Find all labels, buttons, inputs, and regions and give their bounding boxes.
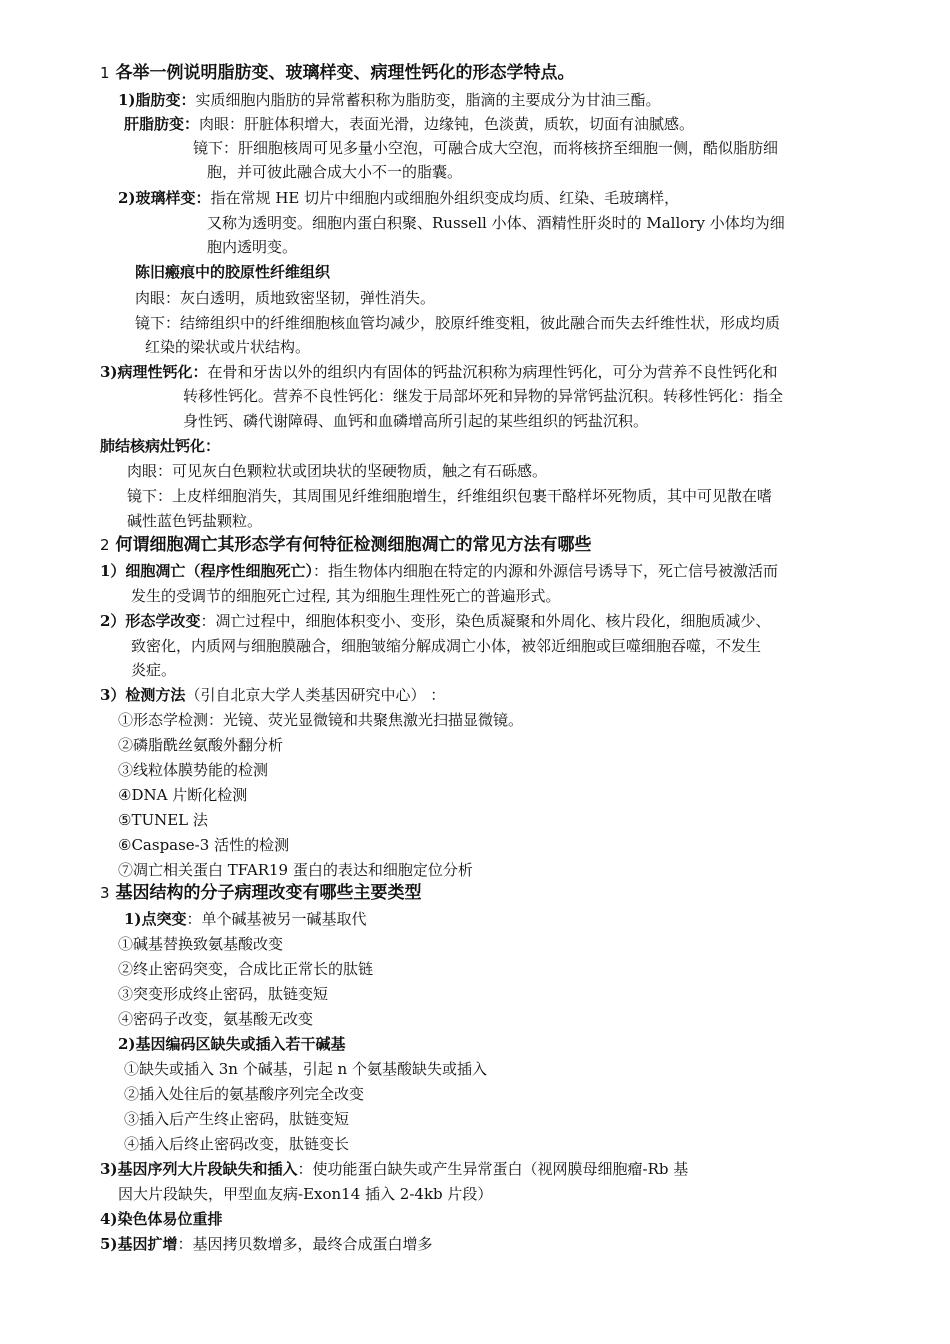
subheading: 陈旧瘢痕中的胶原性纤维组织 xyxy=(135,263,331,281)
text-line: 胞，并可彼此融合成大小不一的脂囊。 xyxy=(207,163,463,181)
paragraph xyxy=(100,684,445,706)
section-1-heading xyxy=(100,62,574,84)
text: ：基因拷贝数增多，最终合成蛋白增多 xyxy=(177,1235,433,1253)
text-line: 肉眼：可见灰白色颗粒状或团块状的坚硬物质，触之有石砾感。 xyxy=(127,462,548,480)
text-line: 碱性蓝色钙盐颗粒。 xyxy=(127,512,263,530)
paragraph xyxy=(118,89,661,111)
subheading: 4)染色体易位重排 xyxy=(100,1210,223,1228)
text: ：凋亡过程中，细胞体积变小、变形，染色质凝聚和外周化、核片段化，细胞质减少、 xyxy=(200,612,771,630)
text-line: 镜下：上皮样细胞消失，其周围见纤维细胞增生，纤维组织包裹干酪样坏死物质，其中可见散在嗜 xyxy=(127,487,773,505)
list-item: ⑤TUNEL 法 xyxy=(118,811,208,829)
text: 肉眼：肝脏体积增大，表面光滑，边缘钝，色淡黄，质软，切面有油腻感。 xyxy=(199,115,695,133)
list-item: ①形态学检测：光镜、荧光显微镜和共聚焦激光扫描显微镜。 xyxy=(118,711,524,729)
paragraph xyxy=(100,1233,433,1255)
list-item: ③插入后产生终止密码，肽链变短 xyxy=(124,1110,350,1128)
text: ：使功能蛋白缺失或产生异常蛋白（视网膜母细胞瘤-Rb 基 xyxy=(297,1160,689,1178)
label: 1)点突变 xyxy=(124,910,187,928)
text-line: 胞内透明变。 xyxy=(207,238,298,256)
list-item: ③突变形成终止密码，肽链变短 xyxy=(118,985,329,1003)
section-title: 各举一例说明脂肪变、玻璃样变、病理性钙化的形态学特点。 xyxy=(115,63,575,83)
text: ：指生物体内细胞在特定的内源和外源信号诱导下，死亡信号被激活而 xyxy=(312,562,778,580)
text-line: 红染的梁状或片状结构。 xyxy=(145,338,311,356)
list-item: ⑥Caspase-3 活性的检测 xyxy=(118,836,290,854)
paragraph xyxy=(100,610,770,632)
section-3-heading xyxy=(100,882,421,904)
list-item: ④密码子改变，氨基酸无改变 xyxy=(118,1010,314,1028)
list-item: ⑦凋亡相关蛋白 TFAR19 蛋白的表达和细胞定位分析 xyxy=(118,861,473,879)
list-item: ②插入处往后的氨基酸序列完全改变 xyxy=(124,1085,365,1103)
text-line: 镜下：结缔组织中的纤维细胞核血管均减少，胶原纤维变粗，彼此融合而失去纤维性状，形成均质 xyxy=(135,314,781,332)
text: ：单个碱基被另一碱基取代 xyxy=(186,910,367,928)
paragraph xyxy=(100,361,778,383)
list-item: ②磷脂酰丝氨酸外翻分析 xyxy=(118,736,284,754)
list-item: ①缺失或插入 3n 个碱基，引起 n 个氨基酸缺失或插入 xyxy=(124,1060,487,1078)
paragraph xyxy=(100,560,778,582)
label: 5)基因扩增 xyxy=(100,1235,178,1253)
section-number: 3 xyxy=(100,884,110,902)
section-2-heading xyxy=(100,534,591,556)
text: 实质细胞内脂肪的异常蓄积称为脂肪变，脂滴的主要成分为甘油三酯。 xyxy=(195,91,661,109)
list-item: ④插入后终止密码改变，肽链变长 xyxy=(124,1135,350,1153)
text-line: 肉眼：灰白透明，质地致密坚韧，弹性消失。 xyxy=(135,289,436,307)
label: 2）形态学改变 xyxy=(100,612,201,630)
text-line: 因大片段缺失，甲型血友病-Exon14 插入 2-4kb 片段） xyxy=(118,1185,493,1203)
paragraph xyxy=(124,113,694,135)
label: 肝脂肪变： xyxy=(124,115,200,133)
label: 3）检测方法 xyxy=(100,686,186,704)
subheading: 肺结核病灶钙化： xyxy=(100,437,221,455)
section-number: 1 xyxy=(100,64,110,82)
label: 1)脂肪变： xyxy=(118,91,196,109)
text: 指在常规 HE 切片中细胞内或细胞外组织变成均质、红染、毛玻璃样， xyxy=(210,189,680,207)
paragraph xyxy=(124,908,367,930)
text-line: 身性钙、磷代谢障碍、血钙和血磷增高所引起的某些组织的钙盐沉积。 xyxy=(183,412,649,430)
paragraph xyxy=(100,1158,688,1180)
label: 3)基因序列大片段缺失和插入 xyxy=(100,1160,298,1178)
text: 在骨和牙齿以外的组织内有固体的钙盐沉积称为病理性钙化，可分为营养不良性钙化和 xyxy=(207,363,778,381)
label: 3)病理性钙化： xyxy=(100,363,208,381)
text-line: 发生的受调节的细胞死亡过程, 其为细胞生理性死亡的普遍形式。 xyxy=(131,587,561,605)
list-item: ②终止密码突变，合成比正常长的肽链 xyxy=(118,960,374,978)
paragraph xyxy=(118,187,679,209)
list-item: ①碱基替换致氨基酸改变 xyxy=(118,935,284,953)
label: 2)玻璃样变： xyxy=(118,189,211,207)
section-number: 2 xyxy=(100,536,110,554)
text-line: 又称为透明变。细胞内蛋白积聚、Russell 小体、酒精性肝炎时的 Mallory 小体均为细 xyxy=(207,214,785,232)
list-item: ③线粒体膜势能的检测 xyxy=(118,761,269,779)
text-line: 镜下：肝细胞核周可见多量小空泡，可融合成大空泡，而将核挤至细胞一侧，酷似脂肪细 xyxy=(193,139,779,157)
section-title: 基因结构的分子病理改变有哪些主要类型 xyxy=(115,883,422,903)
text-line: 转移性钙化。营养不良性钙化：继发于局部坏死和异物的异常钙盐沉积。转移性钙化：指全 xyxy=(183,387,784,405)
text-line: 致密化，内质网与细胞膜融合，细胞皱缩分解成凋亡小体，被邻近细胞或巨噬细胞吞噬，不发生 xyxy=(131,637,762,655)
section-title: 何谓细胞凋亡其形态学有何特征检测细胞凋亡的常见方法有哪些 xyxy=(115,535,592,555)
subheading: 2)基因编码区缺失或插入若干碱基 xyxy=(118,1035,346,1053)
label: 1）细胞凋亡（程序性细胞死亡） xyxy=(100,562,313,580)
list-item: ④DNA 片断化检测 xyxy=(118,786,248,804)
text-line: 炎症。 xyxy=(131,661,177,679)
text: （引自北京大学人类基因研究中心） ： xyxy=(185,686,446,704)
